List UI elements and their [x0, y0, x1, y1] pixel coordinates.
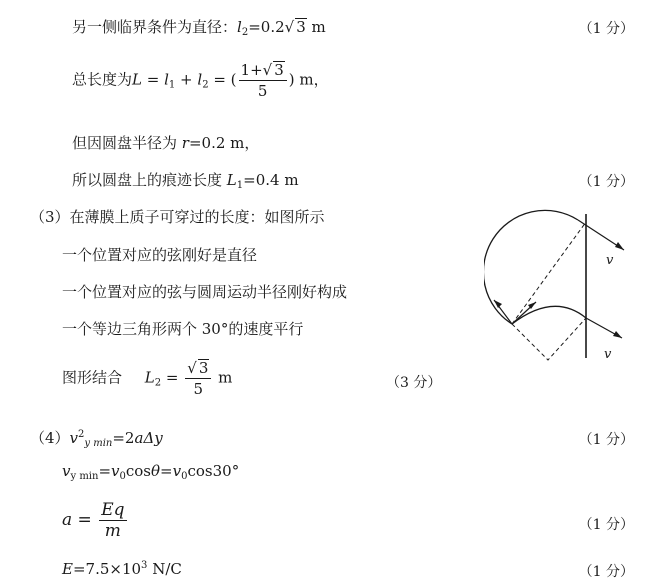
score-4: （1 分） [578, 432, 634, 448]
trajectory-figure [484, 208, 634, 368]
lower-velocity-label: v [604, 347, 612, 362]
total-length-fraction: $\frac{1+√ 3}{5}$ [239, 60, 287, 101]
score-3: （3 分） [386, 375, 442, 391]
score-5: （1 分） [578, 517, 634, 533]
score-6: （1 分） [578, 564, 634, 580]
total-length-line: 总长度为$L = l_1 + l_2$ = ( $\frac{1+√ 3}{5}$ ) m， [72, 61, 329, 100]
trace-length-line: 所以圆盘上的痕迹长度 $L_1=0.4$ m [72, 171, 299, 191]
field-strength-line: $E=7.5\times 10^3$ N/C [62, 560, 182, 578]
combined-result-line: 图形结合 $L_2$ = $\frac{√ 3}{5}$ m [62, 359, 233, 398]
equilateral-triangle [512, 318, 586, 360]
part3-line-3: 一个等边三角形两个 30°的速度平行 [62, 320, 304, 338]
part3-line-2: 一个位置对应的弦与圆周运动半径刚好构成 [62, 283, 348, 301]
acceleration-line: a = $\frac{Eq}{m}$ [62, 500, 125, 541]
boundary-diameter-line: 另一侧临界条件为直径：$l_2=0.2√$ 3 m [72, 18, 326, 38]
score-2: （1 分） [578, 174, 634, 190]
acceleration-fraction: $\frac{Eq}{m}$ [101, 500, 125, 541]
velocity-component-line: $v_{y min}=v_0\cos\theta=v_0\cos 30^\circ$ [62, 462, 240, 482]
l2-fraction: $\frac{√ 3}{5}$ [185, 358, 211, 399]
lower-arc [512, 306, 586, 324]
part3-line-1: 一个位置对应的弦刚好是直径 [62, 246, 258, 264]
diameter-chord [512, 222, 586, 324]
upper-velocity-label: v [606, 253, 614, 268]
score-1: （1 分） [578, 21, 634, 37]
part3-heading: （3）在薄膜上质子可穿过的长度：如图所示 [30, 208, 325, 226]
kinematics-line: $(4)v^2_{y min}=2a\Delta y$ [30, 429, 163, 449]
disk-radius-line: 但因圆盘半径为 r=0.2 m， [72, 134, 260, 152]
